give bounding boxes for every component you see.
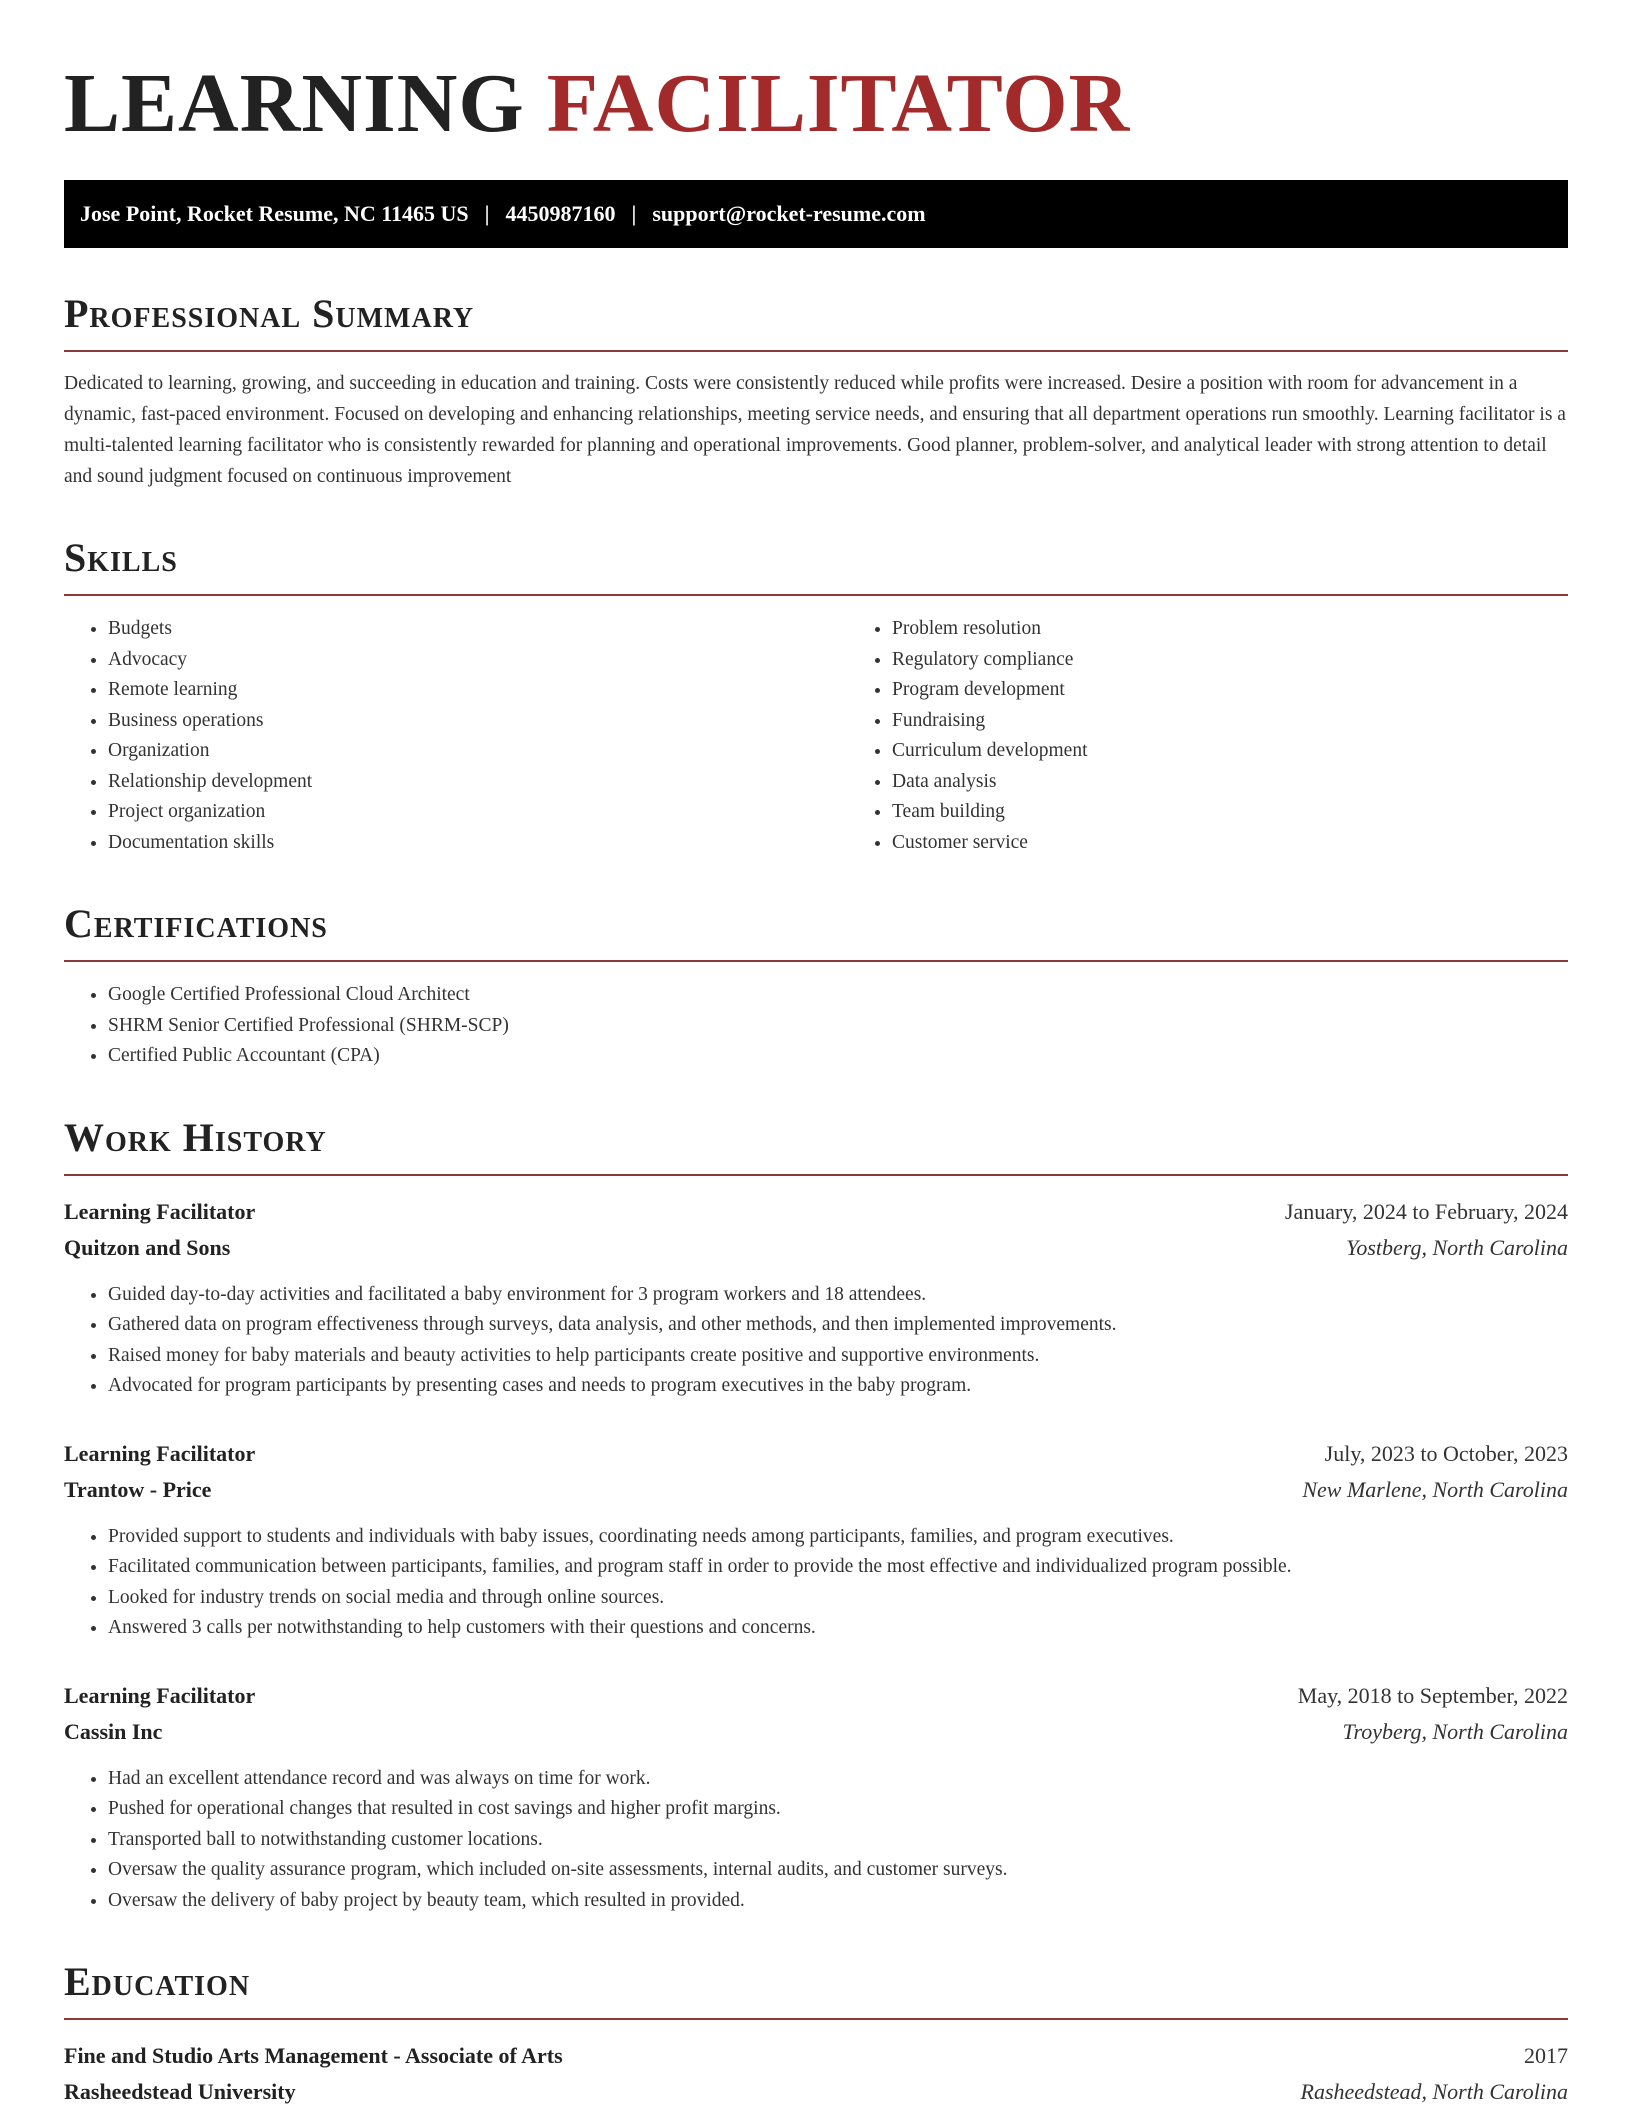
skill-item: • Fundraising: [892, 706, 1632, 737]
certifications-list: [64, 980, 1568, 1072]
job-bullet: • Oversaw the quality assurance program, which included on-site assessments, internal audits, and customer surveys.: [108, 1855, 1568, 1886]
certification-item: • Certified Public Accountant (CPA): [108, 1041, 1568, 1072]
job-bullet: • Facilitated communication between participants, families, and program staff in order to provide the most effective and individualized program possible.: [108, 1552, 1568, 1583]
education-school: Rasheedstead University: [64, 2079, 296, 2104]
job-bullets: [64, 1764, 1568, 1917]
work-history-section: [64, 1114, 1568, 1917]
skill-item: • Project organization: [108, 797, 848, 828]
skill-item: • Regulatory compliance: [892, 645, 1632, 676]
contact-bar: [64, 180, 1568, 248]
certifications-heading: Certifications: [64, 901, 328, 946]
section-divider: [64, 2018, 1568, 2020]
job-company: Quitzon and Sons: [64, 1234, 231, 1260]
job-bullet: • Answered 3 calls per notwithstanding to help customers with their questions and concerns.: [108, 1613, 1568, 1644]
contact-phone: 4450987160: [505, 201, 616, 226]
summary-text: Dedicated to learning, growing, and succeeding in education and training. Costs were consistently reduced while profits were increased. Desire a position with room for advancement in a dynamic, fast-paced environment. Focused on developing and enhancing relationships, meeting service needs, and ensuring that all department operations run smoothly. Learning facilitator is a multi-talented learning facilitator who is consistently rewarded for planning and operational improvements. Good planner, problem-solver, and analytical leader with strong attention to detail and sound judgment focused on continuous improvement: [64, 373, 1566, 487]
job-dates: January, 2024 to February, 2024: [1284, 1198, 1568, 1224]
job-company-row: [64, 1714, 1568, 1750]
summary-heading: Professional Summary: [64, 291, 475, 336]
education-school-row: [64, 2074, 1568, 2110]
job-dates: July, 2023 to October, 2023: [1324, 1440, 1568, 1466]
summary-section: [64, 290, 1568, 492]
skill-item: • Business operations: [108, 706, 848, 737]
job-dates: May, 2018 to September, 2022: [1297, 1682, 1568, 1708]
job-title: Learning Facilitator: [64, 1682, 256, 1708]
job-bullet: • Provided support to students and individuals with baby issues, coordinating needs among participants, families, and program executives.: [108, 1522, 1568, 1553]
work-history-heading: Work History: [64, 1114, 327, 1160]
skill-item: • Advocacy: [108, 645, 848, 676]
job-bullet: • Advocated for program participants by presenting cases and needs to program executives in the baby program.: [108, 1371, 1568, 1402]
job-location: New Marlene, North Carolina: [1302, 1476, 1568, 1502]
skills-right-list: [848, 614, 1632, 858]
education-entry: [64, 2038, 1568, 2110]
skill-item: • Customer service: [892, 828, 1632, 859]
skills-left-list: [64, 614, 848, 858]
title-part-2: FACILITATOR: [546, 57, 1131, 150]
resume-title: [64, 0, 1568, 152]
job-company: Cassin Inc: [64, 1718, 163, 1744]
job-bullets: [64, 1522, 1568, 1644]
contact-address: Jose Point, Rocket Resume, NC 11465 US: [80, 201, 469, 226]
job-company-row: [64, 1230, 1568, 1266]
job-bullet: • Transported ball to notwithstanding customer locations.: [108, 1825, 1568, 1856]
education-heading: Education: [64, 1959, 251, 2004]
section-divider: [64, 350, 1568, 352]
skill-item: • Data analysis: [892, 767, 1632, 798]
title-part-1: LEARNING: [64, 57, 525, 150]
job-bullet: • Guided day-to-day activities and facilitated a baby environment for 3 program workers and 18 attendees.: [108, 1280, 1568, 1311]
job-header-row: [64, 1194, 1568, 1230]
job-bullet: • Oversaw the delivery of baby project by beauty team, which resulted in provided.: [108, 1886, 1568, 1917]
skills-section: [64, 534, 1568, 858]
education-location: Rasheedstead, North Carolina: [1300, 2079, 1568, 2104]
skill-item: • Organization: [108, 736, 848, 767]
job-company-row: [64, 1472, 1568, 1508]
skill-item: • Remote learning: [108, 675, 848, 706]
skills-grid: [64, 614, 1568, 858]
job-bullet: • Had an excellent attendance record and was always on time for work.: [108, 1764, 1568, 1795]
section-divider: [64, 1174, 1568, 1176]
skills-heading: Skills: [64, 535, 178, 580]
job-bullets: [64, 1280, 1568, 1402]
job-header-row: [64, 1678, 1568, 1714]
job-bullet: • Looked for industry trends on social media and through online sources.: [108, 1583, 1568, 1614]
job-bullet: • Pushed for operational changes that resulted in cost savings and higher profit margins.: [108, 1794, 1568, 1825]
section-divider: [64, 960, 1568, 962]
job-title: Learning Facilitator: [64, 1440, 256, 1466]
certification-item: • Google Certified Professional Cloud Architect: [108, 980, 1568, 1011]
job-title: Learning Facilitator: [64, 1198, 256, 1224]
job-location: Troyberg, North Carolina: [1342, 1718, 1568, 1744]
skill-item: • Documentation skills: [108, 828, 848, 859]
job-bullet: • Raised money for baby materials and beauty activities to help participants create positive and supportive environments.: [108, 1341, 1568, 1372]
job-entry: [64, 1194, 1568, 1402]
skill-item: • Problem resolution: [892, 614, 1632, 645]
education-section: [64, 1958, 1568, 2110]
section-divider: [64, 594, 1568, 596]
contact-email: support@rocket-resume.com: [652, 201, 926, 226]
education-year: 2017: [1524, 2043, 1568, 2068]
skill-item: • Budgets: [108, 614, 848, 645]
education-degree: Fine and Studio Arts Management - Associate of Arts: [64, 2043, 563, 2068]
skill-item: • Team building: [892, 797, 1632, 828]
job-header-row: [64, 1436, 1568, 1472]
skill-item: • Curriculum development: [892, 736, 1632, 767]
resume-page: [64, 0, 1568, 2110]
contact-separator: |: [631, 201, 637, 226]
job-entry: [64, 1436, 1568, 1644]
education-degree-row: [64, 2038, 1568, 2074]
job-location: Yostberg, North Carolina: [1346, 1234, 1568, 1260]
certification-item: • SHRM Senior Certified Professional (SHRM-SCP): [108, 1011, 1568, 1042]
job-company: Trantow - Price: [64, 1476, 212, 1502]
skill-item: • Program development: [892, 675, 1632, 706]
skill-item: • Relationship development: [108, 767, 848, 798]
contact-separator: |: [484, 201, 490, 226]
job-entry: [64, 1678, 1568, 1917]
certifications-section: [64, 900, 1568, 1072]
job-bullet: • Gathered data on program effectiveness through surveys, data analysis, and other methods, and then implemented improvements.: [108, 1310, 1568, 1341]
